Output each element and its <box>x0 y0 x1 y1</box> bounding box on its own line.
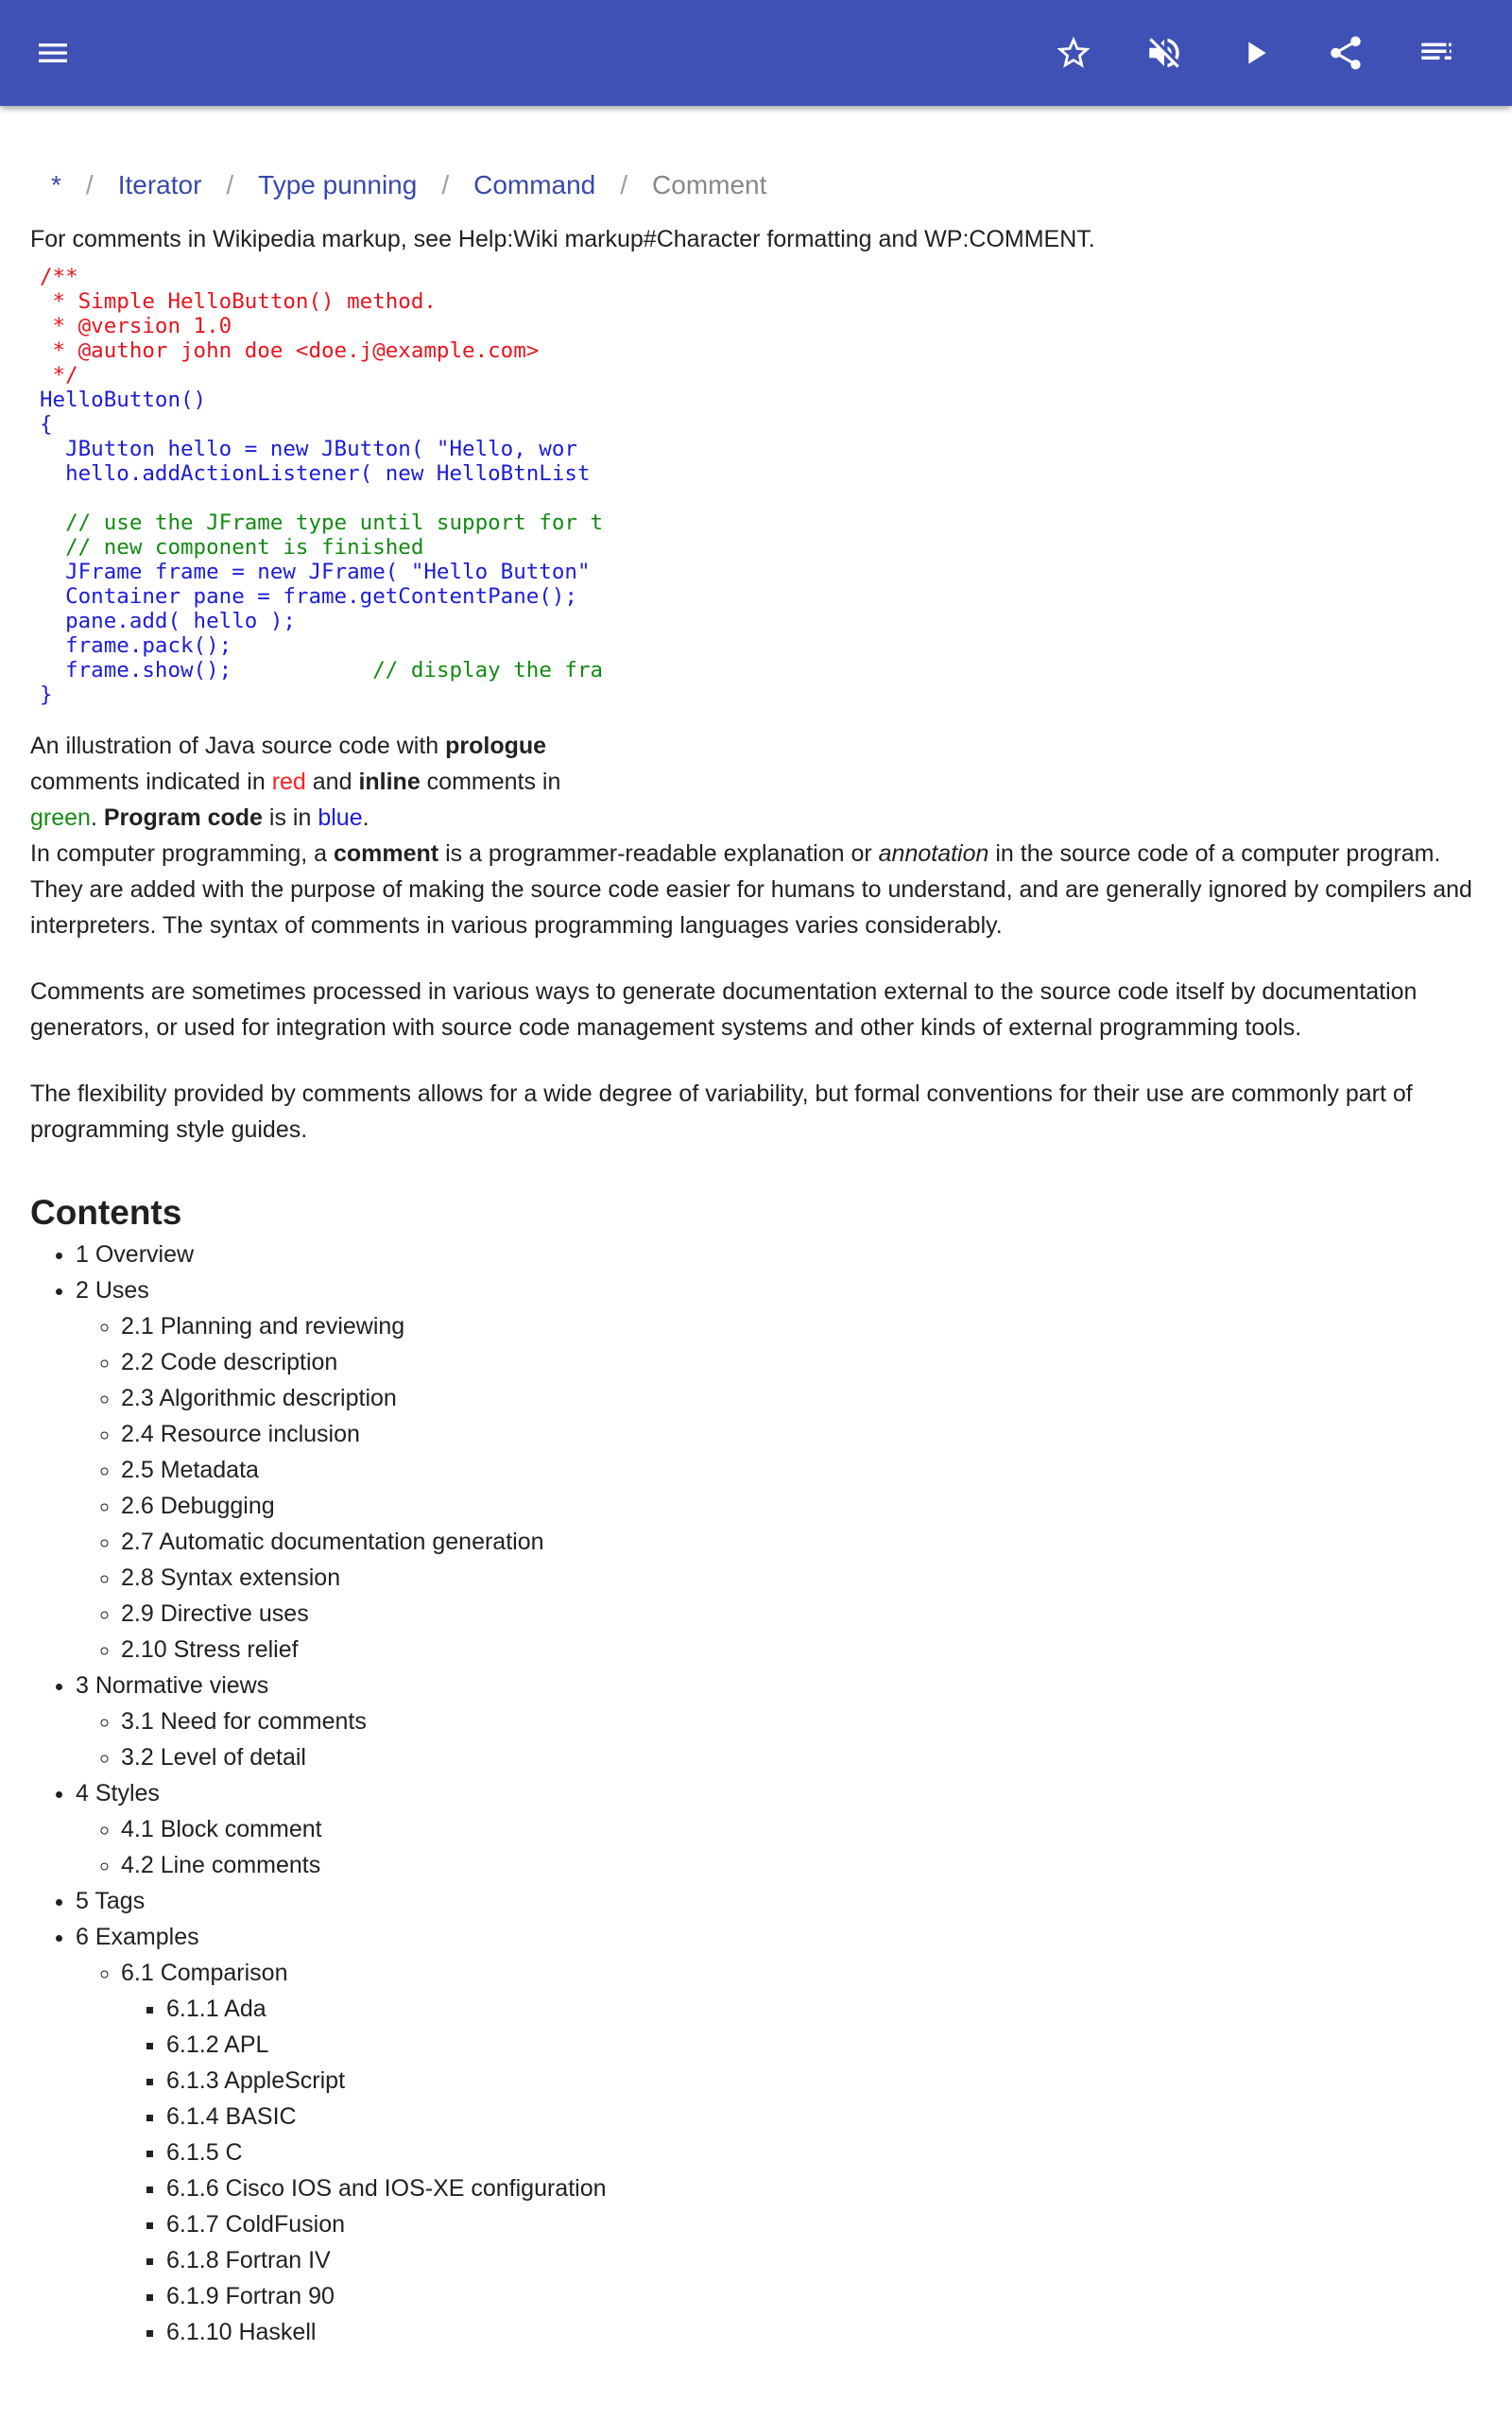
paragraph-documentation: Comments are sometimes processed in various ways to generate documentation external to the source code itself by documentation generators, or used for integration with source code management systems and other kinds of external programming tools. <box>30 978 1418 1041</box>
intro-text: in the source code of a computer program. They are added with the purpose of making the source code easier for humans to understand, and are generally ignored by compilers and interpreters. The syntax of comments in various programming languages varies considerably. <box>30 840 1472 939</box>
toc-item[interactable] <box>166 2278 1486 2314</box>
code-method-body: JFrame frame = new JFrame( "Hello Button" Container pane = frame.getContentPane(); pane.add( hello ); frame.pack(); frame.show(); <box>65 560 591 683</box>
toc-link[interactable]: 6.1 Comparison <box>121 1960 288 1986</box>
play-button[interactable] <box>1223 21 1287 85</box>
caption-red-word: red <box>271 769 306 795</box>
toc-link[interactable]: 2.5 Metadata <box>121 1457 259 1483</box>
toc-link[interactable]: 6.1.8 Fortran IV <box>166 2247 331 2273</box>
caption-text: An illustration of Java source code with <box>30 733 446 759</box>
bookmark-button[interactable] <box>1041 21 1106 85</box>
caption-blue-word: blue <box>318 804 363 831</box>
toc-link[interactable]: 2.10 Stress relief <box>121 1636 299 1663</box>
toc-item[interactable] <box>76 1236 1486 1272</box>
toc-link[interactable]: 3.2 Level of detail <box>121 1744 306 1771</box>
toc-item[interactable] <box>121 1524 1486 1560</box>
code-spacing <box>232 658 372 683</box>
toc-link[interactable]: 4 Styles <box>76 1780 160 1806</box>
mute-button[interactable] <box>1132 21 1196 85</box>
toc-link[interactable]: 5 Tags <box>76 1888 146 1914</box>
toc-link[interactable]: 3.1 Need for comments <box>121 1708 367 1735</box>
hatnote: For comments in Wikipedia markup, see Help:Wiki markup#Character formatting and WP:COMMENT. <box>30 226 1095 252</box>
toc-link[interactable]: 1 Overview <box>76 1241 195 1268</box>
toc-item[interactable] <box>121 1560 1486 1596</box>
play-icon <box>1236 34 1274 72</box>
toc-link[interactable]: 4.2 Line comments <box>121 1852 321 1878</box>
toc-item[interactable] <box>166 2170 1486 2206</box>
toc-link[interactable]: 6.1.3 AppleScript <box>166 2067 346 2094</box>
toc-item[interactable] <box>76 1883 1486 1919</box>
toc-item[interactable] <box>121 1344 1486 1380</box>
article-content <box>30 106 1486 2350</box>
intro-paragraph <box>30 836 1486 943</box>
toc-link[interactable]: 6.1.4 BASIC <box>166 2103 297 2130</box>
toc-link[interactable]: 2.8 Syntax extension <box>121 1564 341 1591</box>
breadcrumb-separator: / <box>441 170 450 199</box>
code-method-end: } <box>40 683 53 707</box>
code-inline-comment-trailing: // display the fra <box>372 658 604 683</box>
caption-bold-prologue: prologue <box>445 733 547 759</box>
breadcrumb-current: Comment <box>652 170 767 199</box>
contents-heading: Contents <box>30 1193 182 1232</box>
toc-link[interactable]: 6.1.2 APL <box>166 2031 269 2058</box>
caption-text: . <box>362 804 369 831</box>
toc-item[interactable] <box>121 1811 1486 1847</box>
code-inline-comment: // use the JFrame type until support for t // new component is finished <box>65 510 604 560</box>
contents-button[interactable] <box>1404 21 1469 85</box>
toc-item[interactable] <box>76 1668 1486 1775</box>
java-code-sample <box>30 265 621 707</box>
toc-link[interactable]: 2.9 Directive uses <box>121 1600 309 1627</box>
toc-item[interactable] <box>121 1739 1486 1775</box>
caption-bold-inline: inline <box>358 769 421 795</box>
breadcrumb-separator: / <box>226 170 234 199</box>
toc-item[interactable] <box>121 1380 1486 1416</box>
toc-item[interactable] <box>166 2063 1486 2099</box>
breadcrumb <box>30 166 1486 204</box>
toc-link[interactable]: 2.6 Debugging <box>121 1493 275 1519</box>
toc-item[interactable] <box>121 1632 1486 1668</box>
code-prologue-comment: /** * Simple HelloButton() method. * @version 1.0 * @author john doe <doe.j@example.com> */ <box>40 265 540 388</box>
intro-italic-annotation: annotation <box>878 840 989 867</box>
toc-link[interactable]: 6.1.9 Fortran 90 <box>166 2283 335 2309</box>
toc-link[interactable]: 6.1.10 Haskell <box>166 2319 317 2345</box>
intro-text: In computer programming, a <box>30 840 334 867</box>
toc-item[interactable] <box>76 1919 1486 2350</box>
toc-item[interactable] <box>166 2027 1486 2063</box>
caption-text: comments in <box>420 769 561 795</box>
toc-item[interactable] <box>121 1596 1486 1632</box>
toc-link[interactable]: 6.1.1 Ada <box>166 1996 266 2022</box>
toc-item[interactable] <box>166 2135 1486 2170</box>
toc-item[interactable] <box>166 2242 1486 2278</box>
toc-item[interactable] <box>76 1775 1486 1883</box>
hamburger-menu-icon <box>34 34 72 72</box>
toc-link[interactable]: 2.4 Resource inclusion <box>121 1421 360 1447</box>
toc-item[interactable] <box>121 1955 1486 2350</box>
caption-green-word: green <box>30 804 91 831</box>
toc-item[interactable] <box>121 1416 1486 1452</box>
toc-item[interactable] <box>121 1703 1486 1739</box>
toc-item[interactable] <box>166 2206 1486 2242</box>
toc-link[interactable]: 2.3 Algorithmic description <box>121 1385 397 1411</box>
caption-text: comments indicated in <box>30 769 272 795</box>
breadcrumb-item-type-punning[interactable]: Type punning <box>258 170 418 199</box>
toc-item[interactable] <box>166 1991 1486 2027</box>
caption-bold-program-code: Program code <box>103 804 263 831</box>
toc-item[interactable] <box>121 1452 1486 1488</box>
figure-caption <box>30 728 597 836</box>
toc-link[interactable]: 2.2 Code description <box>121 1349 338 1375</box>
table-of-contents <box>30 1236 1486 2350</box>
intro-bold-comment: comment <box>333 840 439 867</box>
caption-text: . <box>90 804 104 831</box>
intro-text: is a programmer-readable explanation or <box>438 840 879 867</box>
toc-link[interactable]: 2.7 Automatic documentation generation <box>121 1529 544 1555</box>
caption-text: is in <box>262 804 318 831</box>
toc-link[interactable]: 3 Normative views <box>76 1672 269 1699</box>
toc-link[interactable]: 6 Examples <box>76 1924 199 1950</box>
toc-item[interactable] <box>121 1847 1486 1883</box>
app-toolbar <box>0 0 1512 106</box>
star-outline-icon <box>1054 33 1093 73</box>
toc-link[interactable]: 6.1.5 C <box>166 2139 243 2166</box>
code-method-start: HelloButton() { JButton hello = new JButton( "Hello, wor hello.addActionListener( new HelloBtnList <box>40 388 591 486</box>
toc-link[interactable]: 2 Uses <box>76 1277 149 1304</box>
volume-off-icon <box>1144 33 1184 73</box>
playlist-icon <box>1417 33 1456 73</box>
code-illustration <box>30 265 1486 728</box>
share-button[interactable] <box>1314 21 1378 85</box>
toc-item[interactable] <box>166 2314 1486 2350</box>
toc-item[interactable] <box>121 1488 1486 1524</box>
toc-item[interactable] <box>121 1308 1486 1344</box>
toc-link[interactable]: 6.1.7 ColdFusion <box>166 2211 346 2238</box>
menu-button[interactable] <box>21 21 85 85</box>
share-icon <box>1326 33 1366 73</box>
breadcrumb-separator: / <box>85 170 94 199</box>
paragraph-flexibility: The flexibility provided by comments allows for a wide degree of variability, but formal conventions for their use are commonly part of programming style guides. <box>30 1080 1413 1143</box>
breadcrumb-item-root[interactable]: * <box>51 170 61 199</box>
breadcrumb-item-command[interactable]: Command <box>473 170 596 199</box>
toc-link[interactable]: 2.1 Planning and reviewing <box>121 1313 405 1340</box>
toc-item[interactable] <box>166 2099 1486 2135</box>
breadcrumb-item-iterator[interactable]: Iterator <box>117 170 202 199</box>
toc-link[interactable]: 4.1 Block comment <box>121 1816 322 1842</box>
toc-item[interactable] <box>76 1272 1486 1668</box>
toc-link[interactable]: 6.1.6 Cisco IOS and IOS-XE configuration <box>166 2175 607 2202</box>
breadcrumb-separator: / <box>620 170 628 199</box>
caption-text: and <box>305 769 359 795</box>
